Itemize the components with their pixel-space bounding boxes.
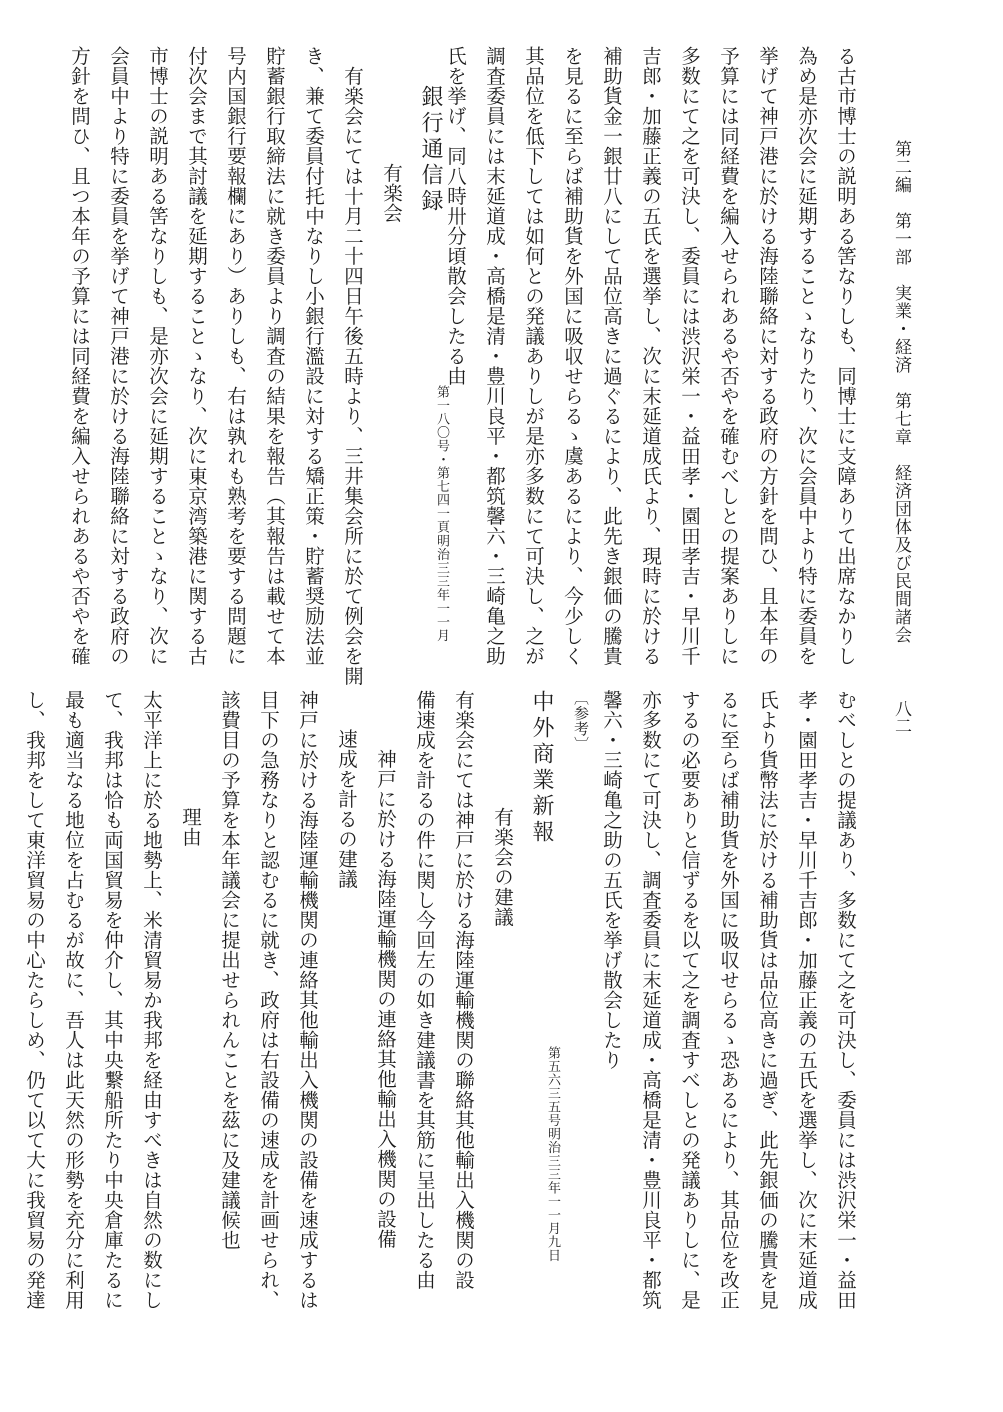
citation-issue: 第五六三五号 [545, 1046, 560, 1127]
text-line: し、我邦をして東洋貿易の中心たらしめ、仍て以て大に我貿易の発達 [23, 690, 46, 1310]
text-line: 其品位を低下しては如何との発議ありしが是亦多数にて可決し、之が [522, 46, 545, 666]
text-line: 調査委員には末延道成・高橋是清・豊川良平・都筑馨六・三崎亀之助 [483, 46, 506, 666]
text-line: る古市博士の説明ある筈なりしも、同博士に支障ありて出席なかりし [834, 46, 857, 666]
text-line: むべしとの提議あり、多数にて之を可決し、委員には渋沢栄一・益田 [834, 690, 857, 1310]
text-line: 予算には同経費を編入せられあるや否やを確むべしとの提案ありしに [717, 46, 740, 666]
text-line: るに至らば補助貨を外国に吸収せらるゝ恐あるにより、其品位を改正 [717, 690, 740, 1310]
text-line: 神戸に於ける海陸運輸機関の連絡其他輸出入機関の設備を速成するは [296, 690, 319, 1310]
text-line: 市博士の説明ある筈なりしも、是亦次会に延期することゝなり、次に [146, 46, 169, 666]
top-right-text [444, 46, 865, 666]
text-line: 氏を挙げ、同八時卅分頃散会したる由 [444, 46, 467, 386]
source-citation [432, 385, 450, 642]
text-line: 吉郎・加藤正義の五氏を選挙し、次に末延道成氏より、現時に於ける [639, 46, 662, 666]
text-line: 目下の急務なりと認むるに就き、政府は右設備の速成を計画せられ、 [257, 690, 280, 1310]
text-line: 太平洋上に於る地勢上、米清貿易か我邦を経由すべきは自然の数にし [140, 690, 163, 1310]
reason-heading: 理由 [179, 807, 202, 847]
article-subtitle: 有楽会 [380, 163, 403, 223]
bottom-right-text [600, 690, 865, 1362]
text-line: 為め是亦次会に延期することゝなりたり、次に会員中より特に委員を [795, 46, 818, 666]
citation-issue: 第一八〇号・第七四一頁 [434, 385, 449, 534]
chugai-heading [522, 690, 561, 1362]
chugai-section [23, 690, 600, 1362]
text-line: 補助貨金一銀廿八にして品位高きに過ぐるにより、此先き銀価の騰貴 [600, 46, 623, 666]
text-line: 馨六・三崎亀之助の五氏を挙げ散会したり [600, 690, 623, 1070]
text-line: 最も適当なる地位を占むるが故に、吾人は此天然の形勢を充分に利用 [62, 690, 85, 1310]
proposal-title: 神戸に於ける海陸運輸機関の連絡其他輸出入機関の設備 [374, 748, 397, 1249]
text-line: 挙げて神戸港に於ける海陸聯絡に対する政府の方針を問ひ、且本年の [756, 46, 779, 666]
article-subtitle: 有楽会の建議 [491, 807, 514, 927]
text-line: 有楽会にては十月二十四日午後五時より、三井集会所に於て例会を開 [341, 65, 364, 686]
text-line: 会員中より特に委員を挙げて神戸港に於ける海陸聯絡に対する政府の [107, 46, 130, 666]
text-line: を見るに至らば補助貨を外国に吸収せらるゝ虞あるにより、今少しく [561, 46, 584, 666]
running-header: 第二編 第一部 実業・経済 第七章 経済団体及び民間諸会 [891, 140, 911, 644]
ginko-section [50, 46, 450, 686]
text-line: 孝・園田孝吉・早川千吉郎・加藤正義の五氏を選挙し、次に末延道成 [795, 690, 818, 1310]
source-citation [543, 1046, 561, 1262]
text-line: するの必要ありと信ずるを以て之を調査すべしとの発議ありしに、是 [678, 690, 701, 1310]
text-line: 亦多数にて可決し、調査委員に末延道成・高橋是清・豊川良平・都筑 [639, 690, 662, 1310]
source-title: 中外商業新報 [529, 690, 554, 846]
text-line: 該費目の予算を本年議会に提出せられんことを茲に及建議候也 [218, 690, 241, 1250]
citation-date: 明治三三年一一月 [434, 533, 449, 642]
text-line: 備速成を計るの件に関し今回左の如き建議書を其筋に呈出したる由 [413, 690, 436, 1290]
text-line: 付次会まで其討議を延期することゝなり、次に東京湾築港に関する古 [185, 46, 208, 666]
text-line: て、我邦は恰も両国貿易を仲介し、其中央繋船所たり中央倉庫たるに [101, 690, 124, 1310]
ginko-heading [411, 46, 450, 646]
text-line: 方針を問ひ、且つ本年の予算には同経費を編入せられあるや否やを確 [68, 46, 91, 666]
page-number: 八二 [891, 700, 911, 734]
reference-tag: 〔参考〕 [572, 690, 590, 752]
text-line: 有楽会にては神戸に於ける海陸運輸機関の聯絡其他輸出入機関の設 [452, 690, 475, 1290]
proposal-title: 速成を計るの建議 [335, 729, 358, 889]
text-line: 多数にて之を可決し、委員には渋沢栄一・益田孝・園田孝吉・早川千 [678, 46, 701, 666]
text-line: 貯蓄銀行取締法に就き委員より調査の結果を報告（其報告は載せて本 [263, 46, 286, 666]
text-line: 氏より貨幣法に於ける補助貨は品位高きに過ぎ、此先銀価の騰貴を見 [756, 690, 779, 1310]
text-line: 号内国銀行要報欄にあり）ありしも、右は孰れも熟考を要する問題に [224, 46, 247, 666]
source-title: 銀行通信録 [418, 85, 443, 215]
citation-date: 明治三三年一一月九日 [545, 1127, 560, 1262]
text-line: き、兼て委員付托中なりし小銀行濫設に対する矯正策・貯蓄奨励法並 [302, 46, 325, 666]
